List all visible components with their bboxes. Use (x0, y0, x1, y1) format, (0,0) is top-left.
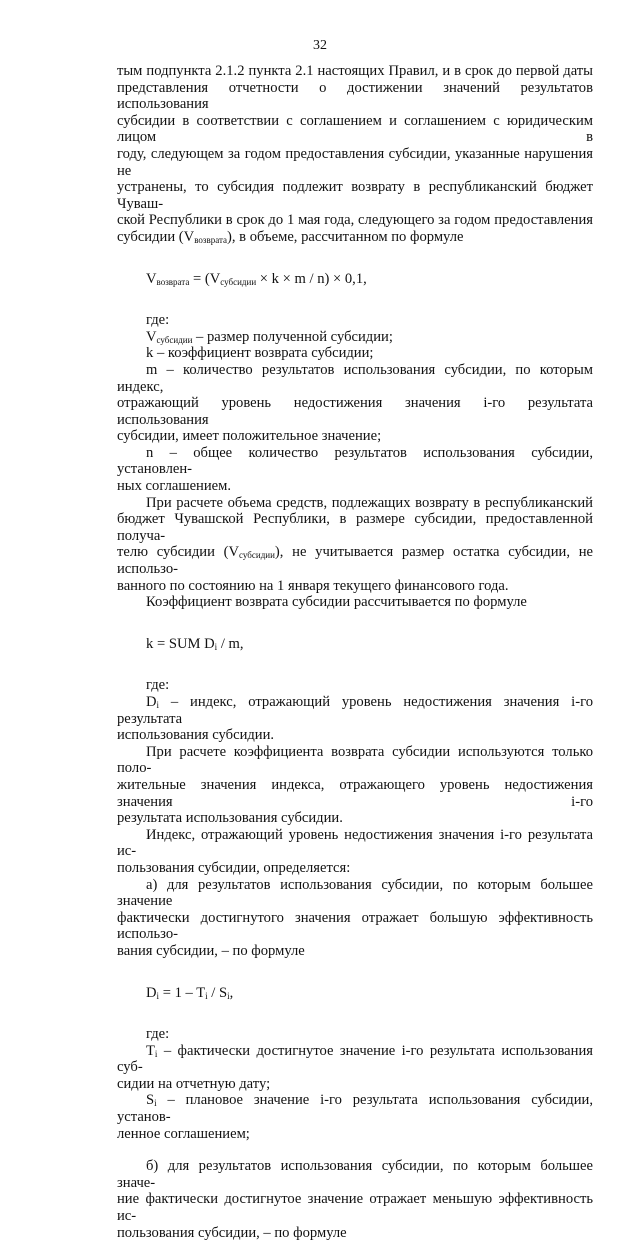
definition-m: m – количество результатов использования субсидии, по которым индекс, (117, 361, 593, 395)
text-line: Коэффициент возврата субсидии рассчитывается по формуле (146, 594, 527, 611)
text-line: сидии на отчетную дату; (117, 1075, 271, 1092)
text-line: отражающий уровень недостижения значения i-го результата использования (117, 395, 593, 428)
text-line: субсидии, имеет положительное значение; (117, 428, 382, 445)
where-label: где: (146, 677, 170, 694)
text-line: ленное соглашением; (117, 1125, 250, 1142)
definition-s: $S_i$ – плановое значение i-го результата использования субсидии, установ- (117, 1092, 593, 1126)
text-line: вания субсидии, – по формуле (117, 942, 305, 959)
text-line: ской Республики в срок до 1 мая года, следующего за годом предоставления (117, 212, 593, 229)
text-line: жительные значения индекса, отражающего уровень недостижения значения i-го (117, 776, 593, 810)
text-line: Индекс, отражающий уровень недостижения значения i-го результата ис- (117, 826, 593, 860)
where-label: где: (146, 312, 170, 329)
definition-t: $T_i$ – фактически достигнутое значение i-го результата использования суб- (117, 1042, 593, 1076)
text-line: б) для результатов использования субсидии, по которым большее значе- (117, 1158, 593, 1191)
where-label: где: (146, 1026, 170, 1043)
text-line: ванного по состоянию на 1 января текущего финансового года. (117, 577, 509, 594)
text-line: использования субсидии. (117, 727, 275, 744)
text-line: тым подпункта 2.1.2 пункта 2.1 настоящих Правил, и в срок до первой даты (117, 63, 593, 79)
text-line: устранены, то субсидия подлежит возврату в республиканский бюджет Чуваш- (117, 179, 593, 212)
text-line: субсидии в соответствии с соглашением и соглашением с юридическим лицом в (117, 112, 593, 146)
definition-d: $D_i$ – индекс, отражающий уровень недостижения значения i-го результата (117, 694, 593, 727)
text-line: результата использования субсидии. (117, 810, 343, 827)
text-line: году, следующем за годом предоставления субсидии, указанные нарушения не (117, 145, 593, 179)
text-line: При расчете коэффициента возврата субсидии используются только поло- (117, 743, 593, 777)
page-number: 32 (313, 38, 327, 53)
definition-k: k – коэффициент возврата субсидии; (146, 345, 374, 362)
formula-k: k = SUM $D_i$ / m, (146, 635, 244, 652)
page-body (117, 63, 593, 1241)
text-line: ных соглашением. (117, 478, 232, 495)
text-line: При расчете объема средств, подлежащих возврату в республиканский (146, 494, 593, 511)
text-line: пользования субсидии, – по формуле (117, 1224, 347, 1241)
formula-v-return: $V_{возврата} = (V_{субсидии} \times k \times m / n) \times 0,1$, (146, 270, 367, 287)
definition-n: n – общее количество результатов использования субсидии, установлен- (117, 444, 593, 478)
text-line: субсидии $(V_{возврата})$, в объеме, рассчитанном по формуле (117, 228, 464, 245)
text-line: бюджет Чувашской Республики, в размере субсидии, предоставленной получа- (117, 511, 593, 544)
text-line: ние фактически достигнутое значение отражает меньшую эффективность ис- (117, 1191, 593, 1225)
text-line: представления отчетности о достижении значений результатов использования (117, 79, 593, 113)
text-line: фактически достигнутого значения отражает большую эффективность использо- (117, 909, 593, 943)
formula-d: $D_i = 1 - T_i / S_i$, (146, 984, 234, 1001)
text-line: пользования субсидии, определяется: (117, 859, 351, 876)
definition-v: $V_{субсидии}$ – размер полученной субсидии; (146, 328, 393, 345)
text-line: телю субсидии $(V_{субсидии})$, не учитывается размер остатка субсидии, не использо- (117, 544, 594, 578)
text-line: а) для результатов использования субсидии, по которым большее значение (117, 876, 593, 910)
